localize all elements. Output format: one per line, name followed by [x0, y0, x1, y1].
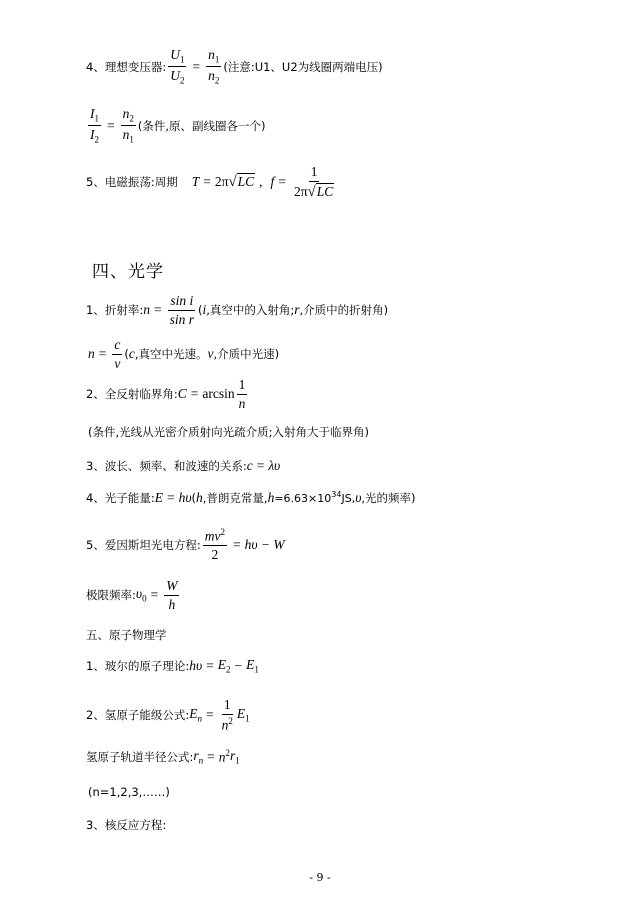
bohr-theory-label: 1、玻尔的原子理论:: [86, 658, 190, 673]
transformer-label: 4、理想变压器:: [86, 59, 167, 74]
speed-ratio: $\frac{c}{v}$: [114, 337, 121, 371]
orbit-radius-line: 氢原子轨道半径公式: $r_n$ = $n^2$ $r_1$: [86, 748, 240, 766]
quantum-number-note: (n=1,2,3,……): [88, 785, 170, 799]
section-heading-atomic: 五、原子物理学: [86, 628, 167, 642]
photoelectric-line: 5、爱因斯坦光电方程: $\frac{mv^2}{2}$ = hυ − W: [86, 527, 285, 563]
sine-ratio: $\frac{\text{sin i}}{\text{sin r}}$: [169, 293, 194, 327]
em-oscillation-line: 5、电磁振荡:周期 T = 2π √ LC , f = 1 2π √ LC: [86, 164, 338, 200]
current-ratio-note: (条件,原、副线圈各一个): [137, 118, 266, 133]
threshold-frequency-label: 极限频率:: [86, 588, 136, 603]
wave-relation-label: 3、波长、频率、和波速的关系:: [86, 459, 247, 473]
sqrt-lc: √ LC: [228, 174, 255, 191]
turns-ratio: $\frac{n_1}{n_2}$: [208, 47, 220, 86]
nuclear-reaction-label: 3、核反应方程:: [86, 818, 167, 832]
page-number: - 9 -: [309, 871, 331, 884]
em-oscillation-label: 5、电磁振荡:周期: [86, 174, 178, 189]
orbit-radius-label: 氢原子轨道半径公式:: [86, 749, 194, 764]
refraction-index-line: 1、折射率: n = $\frac{\text{sin i}}{\text{sin r}}$ ( i ,真空中的入射角; r ,介质中的折射角): [86, 293, 389, 327]
threshold-frequency-line: 极限频率: $\upsilon_0$ = $\frac{W}{h}$: [86, 578, 178, 612]
photon-energy-label: 4、光子能量:: [86, 491, 155, 505]
kinetic-energy-fraction: $\frac{mv^2}{2}$: [204, 527, 225, 563]
transformer-line: 4、理想变压器: $\frac{U_1}{U_2}$ = $\frac{n_1}{n_2}$ (注意:U1、U2为线圈两端电压): [86, 47, 383, 86]
critical-angle-condition: (条件,光线从光密介质射向光疏介质;入射角大于临界角): [88, 425, 370, 439]
inverse-turns-ratio: $\frac{n_2}{n_1}$: [122, 106, 134, 145]
bohr-theory-line: 1、玻尔的原子理论: hυ = $E_2$ − $E_1$: [86, 657, 259, 675]
refraction-speed-line: n = $\frac{c}{v}$ ( c ,真空中光速。 v ,介质中光速): [88, 337, 280, 371]
critical-angle-line: 2、全反射临界角: C = arcsin $\frac{1}{n}$: [86, 377, 246, 411]
current-ratio-line: $\frac{I_1}{I_2}$ = $\frac{n_2}{n_1}$ (条件,原、副线圈各一个): [90, 106, 266, 145]
inverse-n-squared-fraction: $\frac{1}{n^2}$: [221, 697, 233, 733]
section-heading-optics: 四、光学: [92, 262, 164, 282]
photoelectric-label: 5、爱因斯坦光电方程:: [86, 537, 201, 552]
wave-relation-line: 3、波长、频率、和波速的关系: c = λυ: [86, 458, 281, 473]
work-function-fraction: $\frac{W}{h}$: [166, 578, 178, 612]
inverse-n-fraction: $\frac{1}{n}$: [238, 377, 246, 411]
transformer-note: (注意:U1、U2为线圈两端电压): [223, 59, 383, 74]
frequency-fraction: 1 2π √ LC: [293, 164, 334, 200]
voltage-ratio: $\frac{U_1}{U_2}$: [170, 47, 185, 86]
energy-level-label: 2、氢原子能级公式:: [86, 707, 190, 722]
energy-level-line: 2、氢原子能级公式: $E_n$ = $\frac{1}{n^2}$ $E_1$: [86, 697, 250, 733]
photon-energy-line: 4、光子能量: E = hυ ( h ,普朗克常量, h =6.63×10 $^{34}$ JS, υ ,光的频率): [86, 490, 416, 505]
refraction-label: 1、折射率:: [86, 303, 144, 318]
critical-angle-label: 2、全反射临界角:: [86, 387, 178, 402]
current-ratio: $\frac{I_1}{I_2}$: [90, 106, 99, 145]
